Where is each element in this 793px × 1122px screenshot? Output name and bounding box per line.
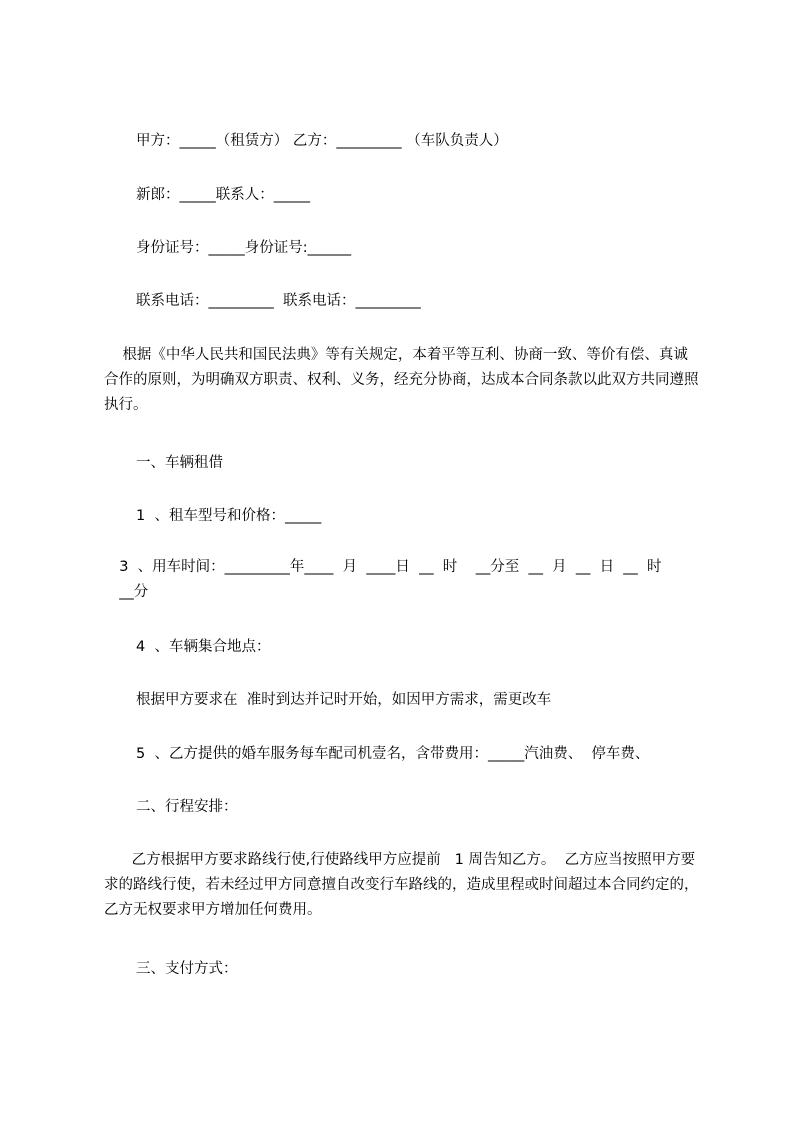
assembly-location-detail: 根据甲方要求在 准时到达并记时开始，如因甲方需求，需更改车 [136, 692, 552, 708]
phone-line: 联系电话：_________ 联系电话：_________ [136, 293, 421, 309]
assembly-location-item: 4 、车辆集合地点： [136, 639, 271, 655]
section-3-heading: 三、支付方式： [136, 961, 238, 977]
rental-model-price-item: 1 、租车型号和价格：_____ [136, 508, 322, 524]
groom-contact-line: 新郎：_____联系人：_____ [136, 187, 310, 203]
preamble-paragraph: 根据《中华人民共和国民法典》等有关规定，本着平等互利、协商一致、等价有偿、真诚合作的原则，为明确双方职责、权利、义务，经充分协商，达成本合同条款以此双方共同遵照执行。 [104, 347, 699, 413]
id-number-line: 身份证号：_____身份证号:______ [136, 240, 352, 256]
section-1-heading: 一、车辆租借 [136, 455, 223, 471]
parties-line: 甲方：_____（租赁方） 乙方：_________ （车队负责人） [136, 133, 508, 149]
driver-fee-item: 5 、乙方提供的婚车服务每车配司机壹名，含带费用：_____汽油费、 停车费、 [136, 746, 650, 762]
route-arrangement-paragraph: 乙方根据甲方要求路线行使,行使路线甲方应提前 1 周告知乙方。 乙方应当按照甲方要求的路线行使，若未经过甲方同意擅自改变行车路线的，造成里程或时间超过本合同约定的，乙方无权要求甲方增加任何费用。 [104, 852, 699, 918]
usage-time-item: 3 、用车时间：_________年____ 月 ____日 __ 时 __分至 __ 月 __ 日 __ 时 __分 [119, 559, 662, 600]
section-2-heading: 二、行程安排： [136, 799, 238, 815]
